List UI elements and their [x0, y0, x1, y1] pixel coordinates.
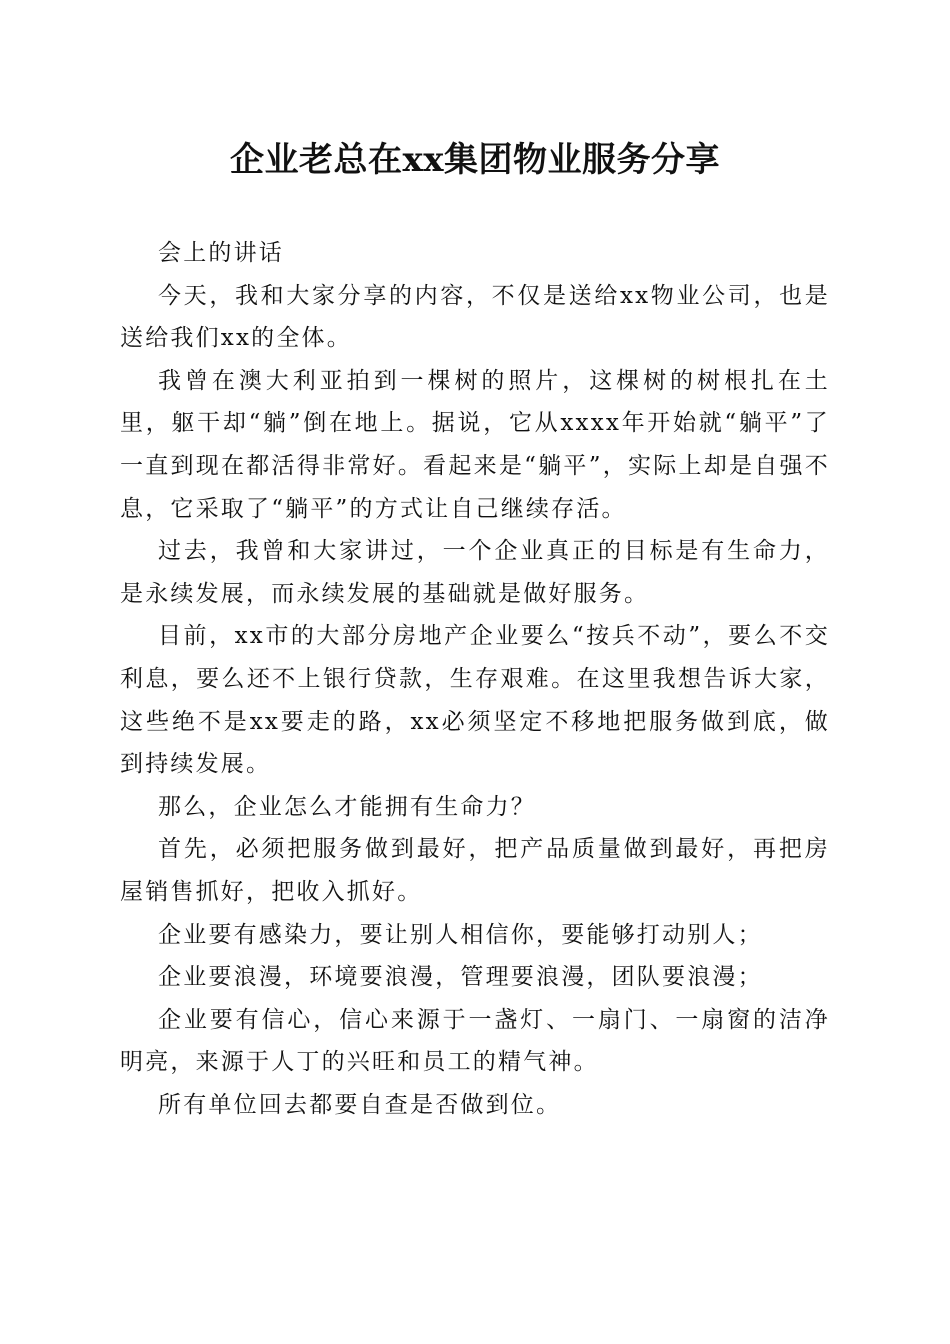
paragraph: 所有单位回去都要自查是否做到位。 — [158, 1091, 562, 1118]
paragraph: 我曾在澳大利亚拍到一棵树的照片，这棵树的树根扎在土里，躯干却“躺”倒在地上。据说，它从xxxx年开始就“躺平”了一直到现在都活得非常好。看起来是“躺平”，实际上却是自强不息，它采取了“躺平”的方式让自己继续存活。 — [120, 367, 830, 522]
paragraph: 目前，xx市的大部分房地产企业要么“按兵不动”，要么不交利息，要么还不上银行贷款，生存艰难。在这里我想告诉大家，这些绝不是xx要走的路，xx必须坚定不移地把服务做到底，做到持续发展。 — [120, 623, 830, 778]
document-body — [120, 232, 830, 1126]
paragraph: 企业要有感染力，要让别人相信你，要能够打动别人； — [158, 921, 763, 948]
document-title: 企业老总在xx集团物业服务分享 — [229, 140, 721, 180]
paragraph: 那么，企业怎么才能拥有生命力？ — [158, 793, 536, 820]
paragraph: 企业要有信心，信心来源于一盏灯、一扇门、一扇窗的洁净明亮，来源于人丁的兴旺和员工的精气神。 — [120, 1006, 830, 1076]
paragraph: 今天，我和大家分享的内容，不仅是送给xx物业公司，也是送给我们xx的全体。 — [120, 282, 830, 352]
paragraph: 首先，必须把服务做到最好，把产品质量做到最好，再把房屋销售抓好，把收入抓好。 — [120, 836, 830, 905]
paragraph: 过去，我曾和大家讲过，一个企业真正的目标是有生命力，是永续发展，而永续发展的基础就是做好服务。 — [120, 538, 830, 607]
paragraph-subtitle: 会上的讲话 — [158, 240, 284, 266]
paragraph: 企业要浪漫，环境要浪漫，管理要浪漫，团队要浪漫； — [158, 964, 763, 991]
